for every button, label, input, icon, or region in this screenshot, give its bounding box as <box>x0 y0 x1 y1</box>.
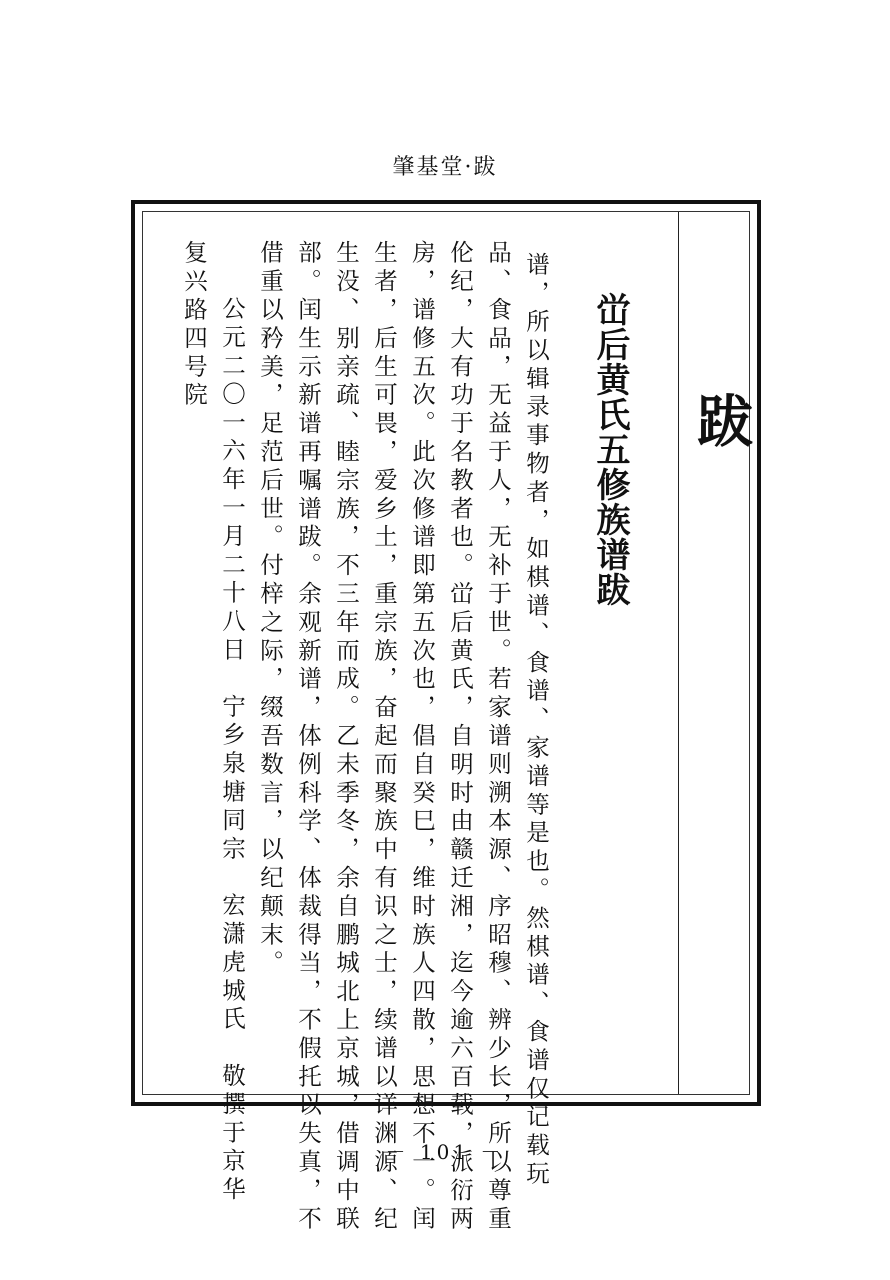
body-line-1: 谱，所以辑录事物者，如棋谱、食谱、家谱等是也。然棋谱、食谱仅记载玩 <box>522 252 550 1190</box>
body-line-4: 房，谱修五次。此次修谱即第五次也，倡自癸巳，维时族人四散，思想不一。闰 <box>408 240 436 1234</box>
body-line-3: 伦纪，大有功于名教者也。峃后黄氏，自明时由赣迁湘，迄今逾六百载，派衍两 <box>446 240 474 1234</box>
body-line-2: 品、食品，无益于人，无补于世。若家谱则溯本源、序昭穆、辨少长，所以尊重 <box>484 240 512 1234</box>
running-head: 肇基堂·跋 <box>392 155 498 180</box>
page-number: － 101 － <box>385 1140 505 1164</box>
section-title: 跋 <box>688 392 753 448</box>
title-divider <box>678 212 679 1094</box>
body-line-8: 借重以矜美，足范后世。付梓之际，缀吾数言，以纪颠末。 <box>256 240 284 979</box>
body-line-5: 生者，后生可畏，爱乡土，重宗族，奋起而聚族中有识之士，续谱以详渊源、纪 <box>370 240 398 1234</box>
body-line-6: 生没、别亲疏、睦宗族，不三年而成。乙未季冬，余自鹏城北上京城，借调中联 <box>332 240 360 1234</box>
signature-date-author: 公元二〇一六年一月二十八日 宁乡泉塘同宗 宏潇虎城氏 敬撰于京华 <box>218 296 246 1205</box>
signature-place: 复兴路四号院 <box>180 240 208 411</box>
essay-title: 峃后黄氏五修族谱跋 <box>590 292 630 607</box>
body-line-7: 部。闰生示新谱再嘱谱跋。余观新谱，体例科学、体裁得当，不假托以失真，不 <box>294 240 322 1234</box>
